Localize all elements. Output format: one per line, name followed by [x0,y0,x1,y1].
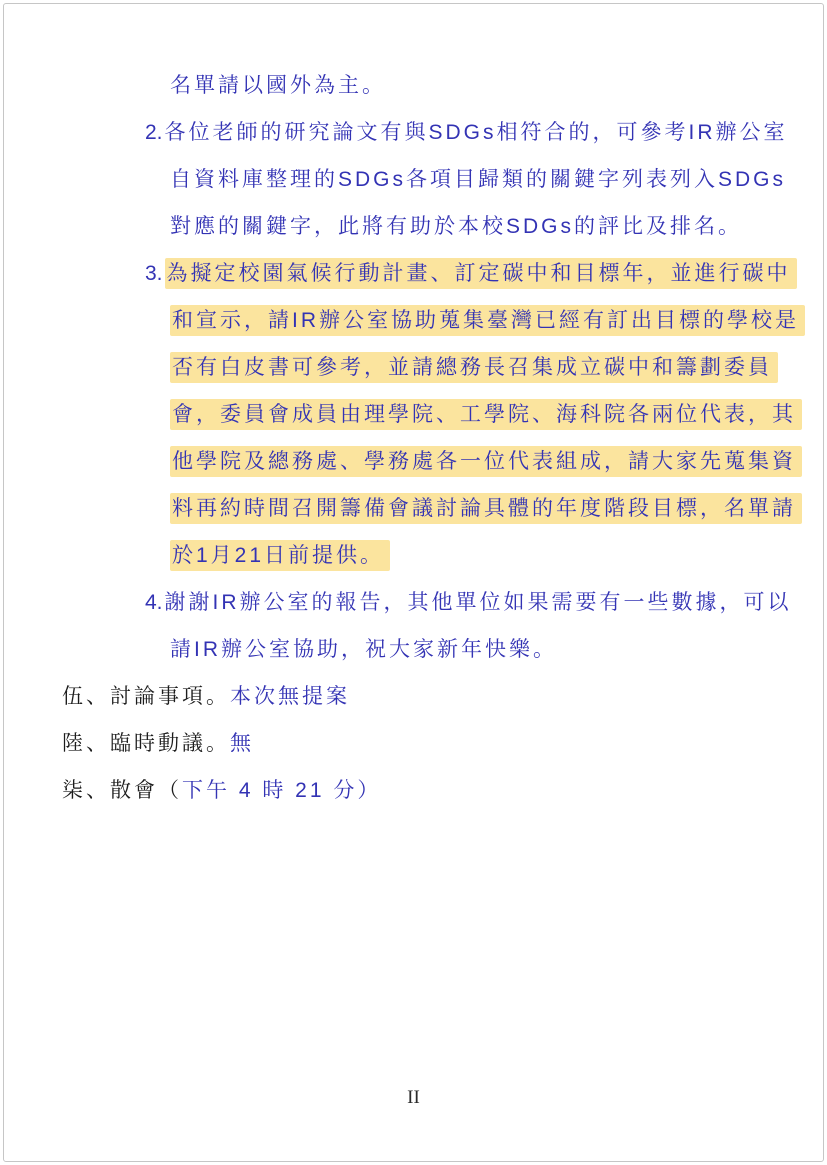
document-body [0,62,827,814]
section-label: 柒、散會（ [62,779,182,802]
highlighted-line: 他學院及總務處、學務處各一位代表組成，請大家先蒐集資 [170,446,802,477]
item-line: 各位老師的研究論文有與SDGs相符合的，可參考IR辦公室 [164,121,788,144]
section-value: 本次無提案 [230,685,350,708]
continuation-text: 名單請以國外為主。 [170,74,386,97]
section-line-discussion [0,673,827,720]
section-label: 陸、臨時動議。 [62,732,230,755]
highlighted-line: 否有白皮書可參考，並請總務長召集成立碳中和籌劃委員 [170,352,778,383]
page-number: II [407,1087,420,1108]
item-line: 對應的關鍵字，此將有助於本校SDGs的評比及排名。 [170,215,743,238]
section-label: 伍、討論事項。 [62,685,230,708]
section-value: 無 [230,732,254,755]
highlighted-line: 為擬定校園氣候行動計畫、訂定碳中和目標年，並進行碳中 [165,258,797,289]
highlighted-line: 於1月21日前提供。 [170,540,390,571]
item-line: 請IR辦公室協助，祝大家新年快樂。 [170,638,557,661]
highlighted-line: 和宣示，請IR辦公室協助蒐集臺灣已經有訂出目標的學校是 [170,305,805,336]
item-number: 3. [145,262,163,285]
list-item-2 [0,109,827,250]
item-line: 自資料庫整理的SDGs各項目歸類的關鍵字列表列入SDGs [170,168,787,191]
section-line-adjournment [0,767,827,814]
item-number: 2. [145,121,163,144]
section-line-motions [0,720,827,767]
list-item-3 [0,250,827,579]
section-value: 下午 4 時 21 分） [182,779,382,802]
item-line: 謝謝IR辦公室的報告，其他單位如果需要有一些數據，可以 [164,591,792,614]
highlighted-line: 會，委員會成員由理學院、工學院、海科院各兩位代表，其 [170,399,802,430]
item-number: 4. [145,591,163,614]
list-item-4 [0,579,827,673]
continuation-line [0,62,827,109]
highlighted-line: 料再約時間召開籌備會議討論具體的年度階段目標，名單請 [170,493,802,524]
